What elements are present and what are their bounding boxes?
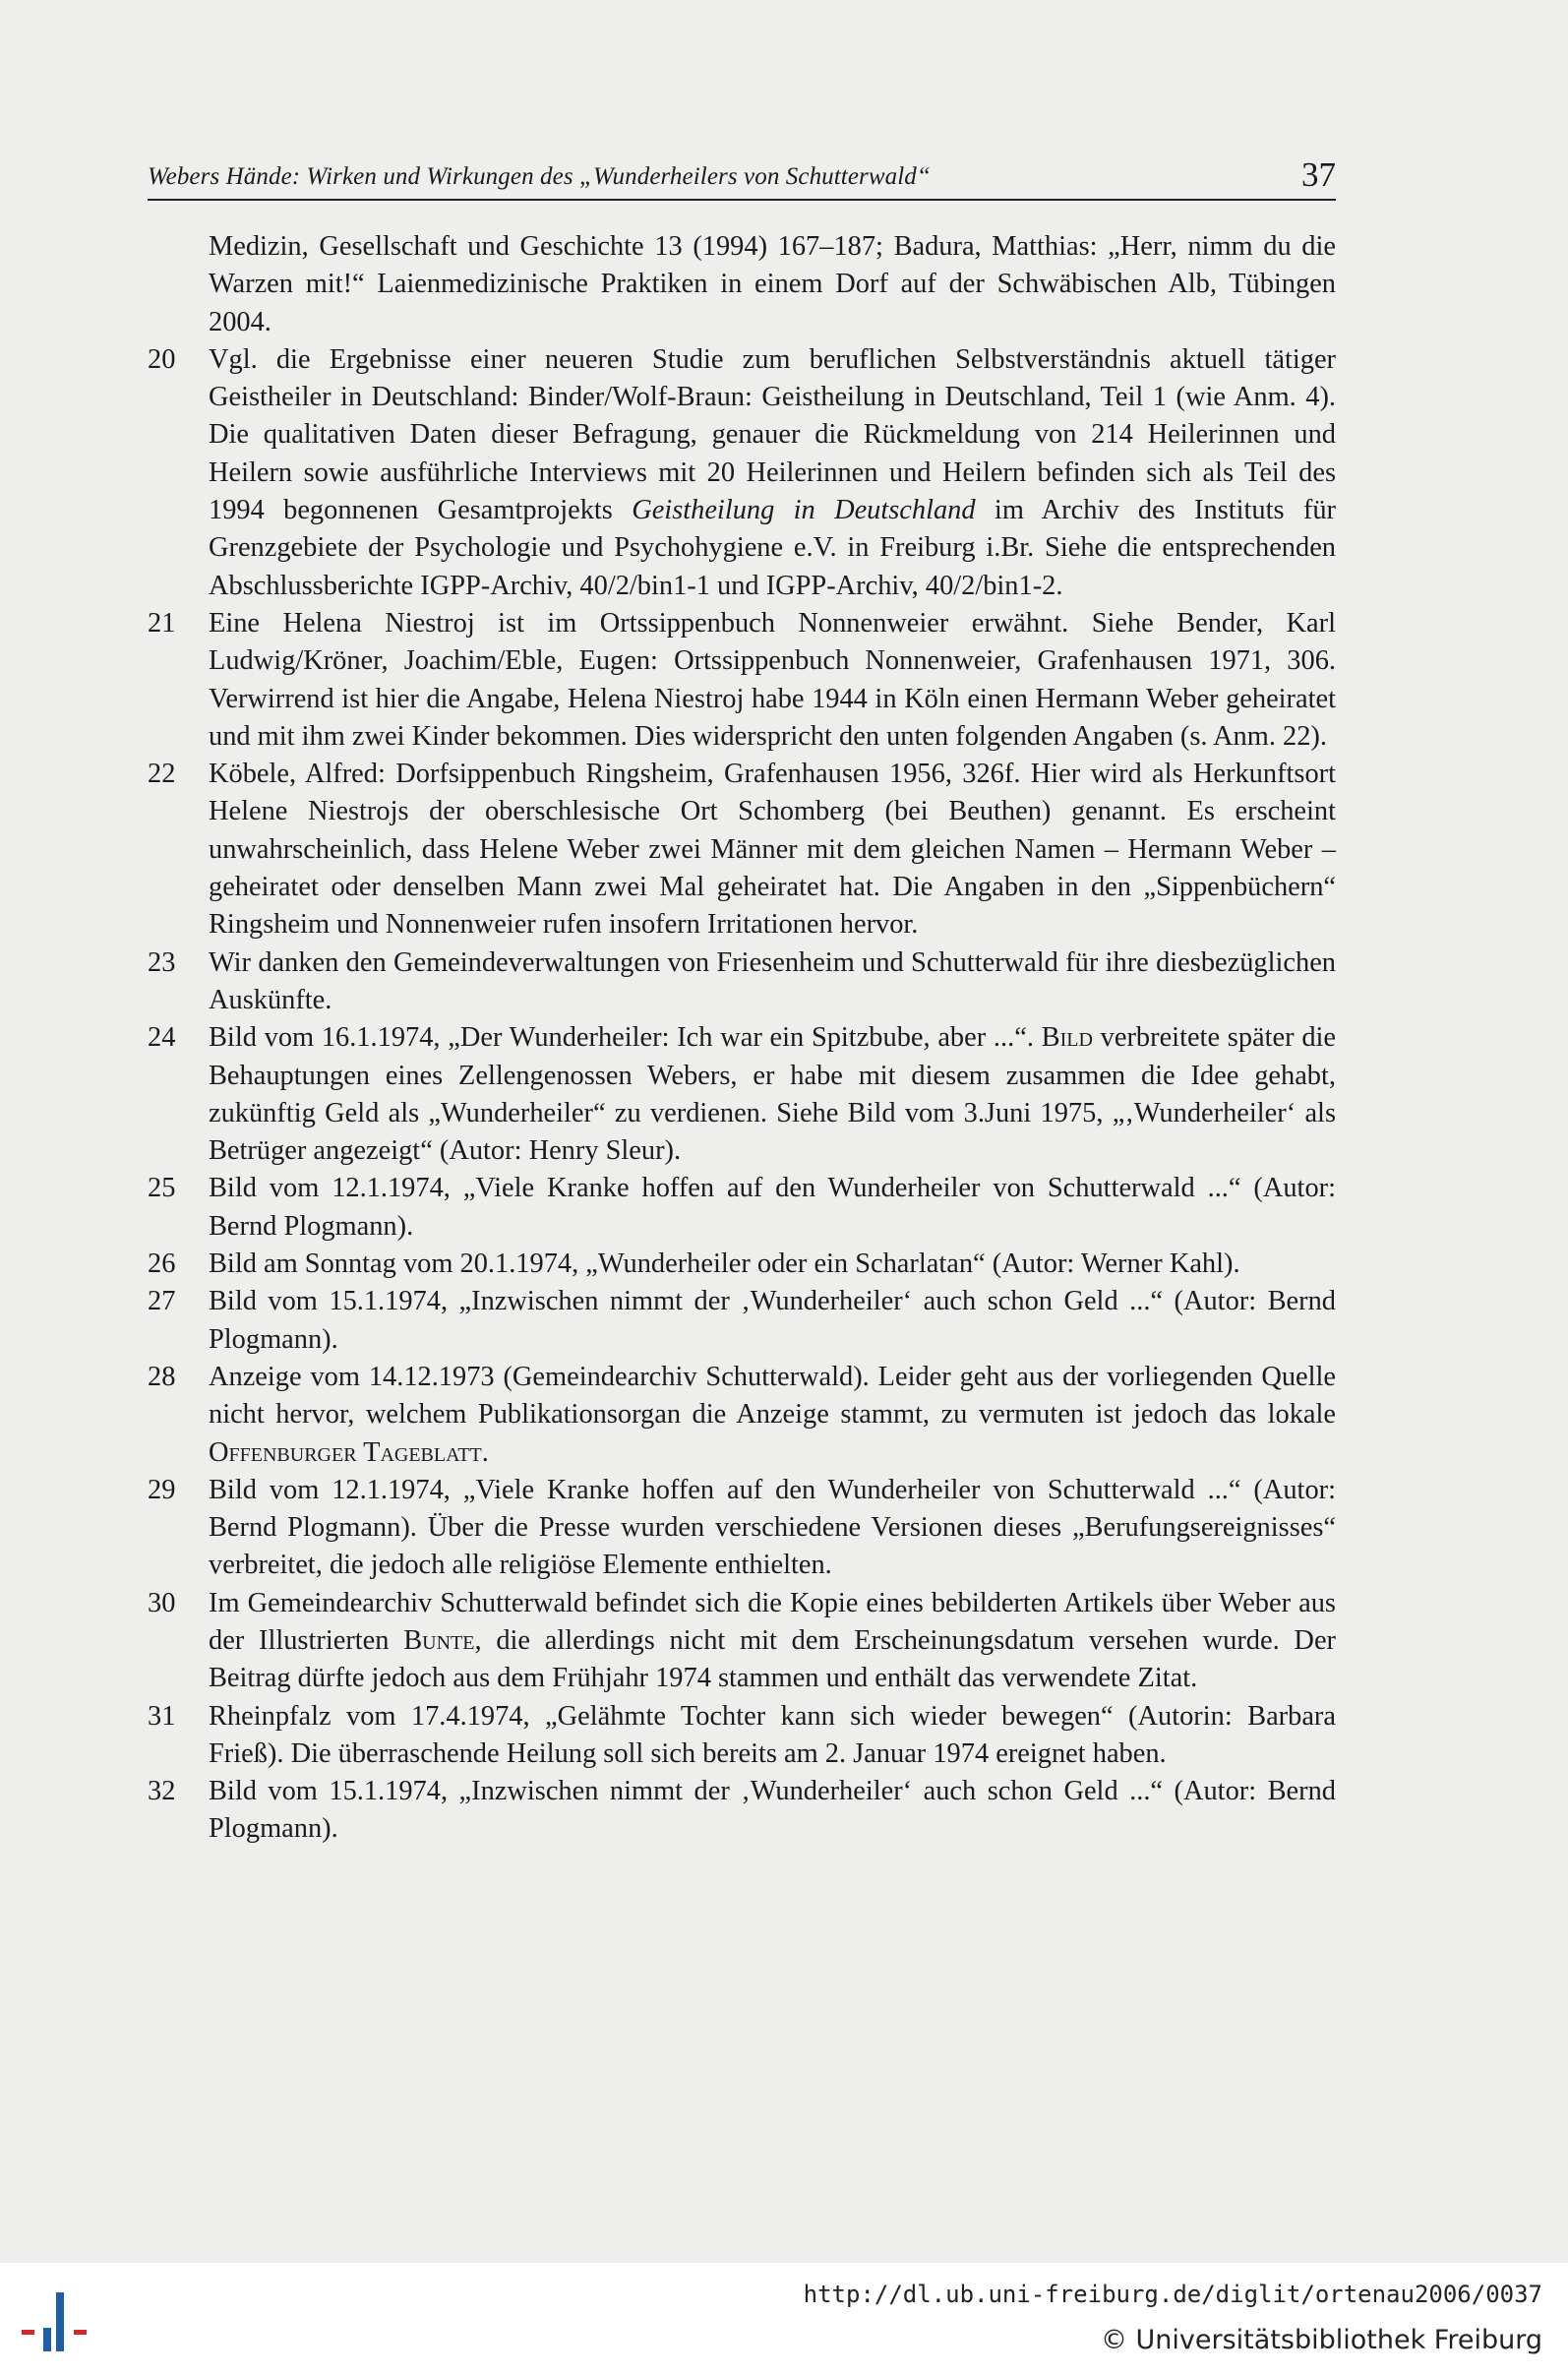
- footnote-number: 26: [148, 1249, 176, 1280]
- footnote-text: Bild am Sonntag vom 20.1.1974, „Wunderheiler oder ein Scharlatan“ (Autor: Werner Kahl).: [209, 1249, 1240, 1280]
- footnote-27: [148, 1283, 1336, 1359]
- footnote-text-end: im Archiv des Instituts für Grenzgebiete der Psychologie und Psychohygiene e.V. in Freiburg i.Br. Siehe die entsprechenden Abschlussberichte IGPP-Archiv, 40/2/bin1-1 und IGPP-Archiv, 40/2/bin1-2.: [209, 495, 1337, 601]
- footnote-number: 25: [148, 1173, 176, 1204]
- footnote-text: Medizin, Gesellschaft und Geschichte 13 (1994) 167–187; Badura, Matthias: „Herr, nimm du die Warzen mit!“ Laienmedizinische Praktiken in einem Dorf auf der Schwäbischen Alb, Tübingen 2004.: [209, 231, 1336, 337]
- footnote-text: Bild vom 12.1.1974, „Viele Kranke hoffen auf den Wunderheiler von Schutterwald ...“ (Autor: Bernd Plogmann).: [209, 1173, 1336, 1242]
- running-title: Webers Hände: Wirken und Wirkungen des „Wunderheilers von Schutterwald“: [148, 163, 931, 190]
- footnotes: [148, 228, 1336, 1849]
- source-url-link[interactable]: http://dl.ub.uni-freiburg.de/diglit/ortenau2006/0037: [803, 2281, 1542, 2308]
- publication-name: Bild: [1041, 1022, 1093, 1054]
- footnote-text: Köbele, Alfred: Dorfsippenbuch Ringsheim, Grafenhausen 1956, 326f. Hier wird als Herkunftsort Helene Niestrojs der oberschlesische Ort Schomberg (bei Beuthen) genannt. Es erscheint unwahrscheinlich, dass Helene Weber zwei Männer mit dem gleichen Namen – Hermann Weber – geheiratet oder denselben Mann zwei Mal geheiratet hat. Die Angaben in den „Sippenbüchern“ Ringsheim und Nonnenweier rufen insofern Irritationen hervor.: [209, 759, 1336, 941]
- running-header: [148, 148, 1336, 201]
- footnote-30: [148, 1585, 1336, 1698]
- footnote-number: 23: [148, 946, 176, 978]
- footnote-32: [148, 1773, 1336, 1849]
- digitization-footer: [0, 2263, 1568, 2376]
- footnote-24: [148, 1019, 1336, 1170]
- footnote-22: [148, 756, 1336, 944]
- footnote-number: 29: [148, 1474, 176, 1505]
- footnote-number: 20: [148, 343, 176, 375]
- footnote-text-end: , die allerdings nicht mit dem Erscheinungsdatum versehen wurde. Der Beitrag dürfte jedoch aus dem Frühjahr 1974 stammen und enthält das verwendete Zitat.: [209, 1624, 1336, 1694]
- footnote-text: Bild vom 16.1.1974, „Der Wunderheiler: Ich war ein Spitzbube, aber ...“.: [209, 1022, 1042, 1054]
- publication-name: Bunte: [403, 1624, 475, 1656]
- footnote-number: 22: [148, 759, 176, 790]
- footnote-23: [148, 944, 1336, 1020]
- footnote-text: Wir danken den Gemeindeverwaltungen von Friesenheim und Schutterwald für ihre diesbezüglichen Auskünfte.: [209, 946, 1336, 1015]
- footnote-text: Vgl. die Ergebnisse einer neueren Studie zum beruflichen Selbstverständnis aktuell tätiger Geistheiler in Deutschland: Binder/Wolf-Braun: Geistheilung in Deutschland, Teil 1 (wie Anm. 4). Die qualitativen Daten dieser Befragung, genauer die Rückmeldung von 214 Heilerinnen und Heilern sowie ausführliche Interviews mit 20 Heilerinnen und Heilern befinden sich als Teil des 1994 begonnenen Gesamtprojekts: [209, 343, 1336, 526]
- footnote-20: [148, 341, 1336, 605]
- page-number: 37: [1301, 155, 1336, 194]
- footnote-text: Bild vom 15.1.1974, „Inzwischen nimmt der ‚Wunderheiler‘ auch schon Geld ...“ (Autor: Bernd Plogmann).: [209, 1776, 1336, 1845]
- publication-name: Offenburger Tageblatt: [209, 1436, 482, 1468]
- footnote-number: 21: [148, 607, 176, 639]
- footnote-31: [148, 1698, 1336, 1774]
- footnote-text: Eine Helena Niestroj ist im Ortssippenbuch Nonnenweier erwähnt. Siehe Bender, Karl Ludwig/Kröner, Joachim/Eble, Eugen: Ortssippenbuch Nonnenweier, Grafenhausen 1971, 306. Verwirrend ist hier die Angabe, Helena Niestroj habe 1944 in Köln einen Hermann Weber geheiratet und mit ihm zwei Kinder bekommen. Dies widerspricht den unten folgenden Angaben (s. Anm. 22).: [209, 607, 1336, 752]
- ub-freiburg-logo-icon: [22, 2292, 100, 2351]
- footnote-number: 31: [148, 1700, 176, 1732]
- footnote-number: 24: [148, 1022, 176, 1054]
- footnote-28: [148, 1359, 1336, 1472]
- footnote-25: [148, 1170, 1336, 1246]
- footnote-number: 27: [148, 1286, 176, 1317]
- footnote-text-end: verbreitete später die Behauptungen eines Zellengenossen Webers, er habe mit diesem zusammen die Idee gehabt, zukünftig Geld als „Wunderheiler“ zu verdienen. Siehe Bild vom 3.Juni 1975, „‚Wunderheiler‘ als Betrüger angezeigt“ (Autor: Henry Sleur).: [209, 1022, 1337, 1167]
- footnote-text: Im Gemeindearchiv Schutterwald befindet sich die Kopie eines bebilderten Artikels über Weber aus der Illustrierten: [209, 1587, 1336, 1656]
- footnote-text: Bild vom 12.1.1974, „Viele Kranke hoffen auf den Wunderheiler von Schutterwald ...“ (Autor: Bernd Plogmann). Über die Presse wurden verschiedene Versionen dieses „Berufungsereignisses“ verbreitet, die jedoch alle religiöse Elemente enthielten.: [209, 1474, 1336, 1581]
- footnote-number: 28: [148, 1361, 176, 1392]
- footnote-continuation: [148, 228, 1336, 341]
- footnote-text: Bild vom 15.1.1974, „Inzwischen nimmt der ‚Wunderheiler‘ auch schon Geld ...“ (Autor: Bernd Plogmann).: [209, 1286, 1336, 1355]
- footnote-text: Rheinpfalz vom 17.4.1974, „Gelähmte Tochter kann sich wieder bewegen“ (Autorin: Barbara Frieß). Die überraschende Heilung soll sich bereits am 2. Januar 1974 ereignet haben.: [209, 1700, 1336, 1769]
- footnote-29: [148, 1472, 1336, 1585]
- footnote-number: 32: [148, 1776, 176, 1807]
- footnote-italic-title: Geistheilung in Deutschland: [632, 495, 976, 526]
- copyright-notice: © Universitätsbibliothek Freiburg: [1100, 2325, 1542, 2355]
- footnote-21: [148, 605, 1336, 756]
- footnote-text: Anzeige vom 14.12.1973 (Gemeindearchiv Schutterwald). Leider geht aus der vorliegenden Quelle nicht hervor, welchem Publikationsorgan die Anzeige stammt, zu vermuten ist jedoch das lokale: [209, 1361, 1336, 1431]
- footnote-26: [148, 1246, 1336, 1283]
- footnote-number: 30: [148, 1587, 176, 1618]
- footnote-text-end: .: [481, 1436, 489, 1468]
